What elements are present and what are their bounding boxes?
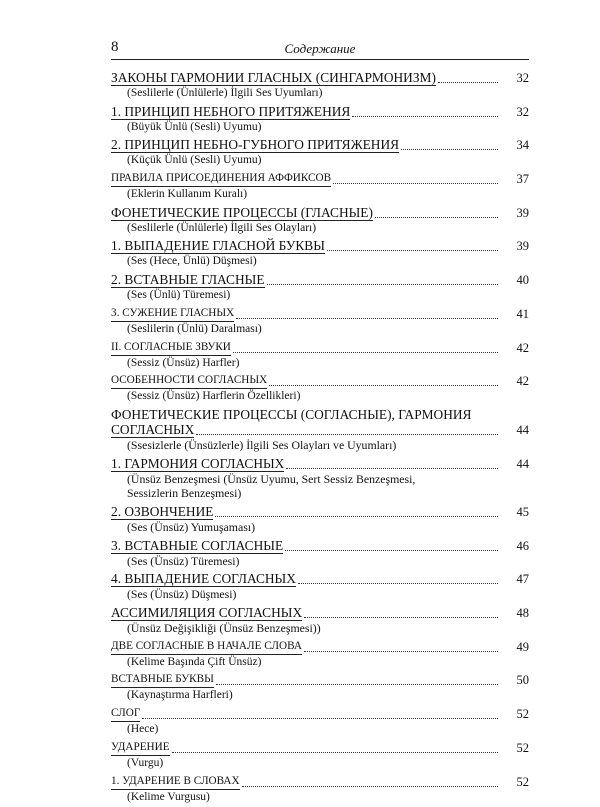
toc-entry [111, 272, 529, 303]
toc-page-number: 42 [516, 374, 529, 389]
toc-entry [111, 306, 529, 337]
dot-leader [352, 116, 498, 117]
toc-entry-title: 4. ВЫПАДЕНИЕ СОГЛАСНЫХ [111, 571, 296, 587]
toc-entry-title: ВСТАВНЫЕ БУКВЫ [111, 672, 214, 688]
toc-page-number: 52 [516, 774, 529, 789]
toc-page-number: 41 [516, 306, 529, 321]
toc-entry [111, 672, 529, 703]
dot-leader [236, 318, 498, 319]
toc-entry [111, 740, 529, 771]
dot-leader [304, 651, 498, 652]
toc-entry-title: 3. СУЖЕНИЕ ГЛАСНЫХ [111, 306, 234, 322]
dot-leader [142, 718, 498, 719]
toc-entry [111, 104, 529, 135]
toc-entry-subtitle: (Vurgu) [127, 756, 164, 769]
dot-leader [327, 250, 498, 251]
toc-entry-subtitle: (Ses (Ünsüz) Türemesi) [127, 553, 240, 568]
toc-entry-subtitle: (Ünsüz Benzeşmesi (Ünsüz Uyumu, Sert Sessiz Benzeşmesi, [127, 471, 416, 486]
toc-entry-title: ПРАВИЛА ПРИСОЕДИНЕНИЯ АФФИКСОВ [111, 171, 331, 187]
toc-entry-title: ФОНЕТИЧЕСКИЕ ПРОЦЕССЫ (ГЛАСНЫЕ) [111, 204, 373, 220]
toc-entry [111, 504, 529, 535]
toc-entry-subtitle: (Ünsüz Değişikliği (Ünsüz Benzeşmesi)) [127, 621, 321, 636]
toc-page-number: 48 [516, 606, 529, 621]
toc-page-number: 37 [516, 172, 529, 187]
toc-entry-title: ДВЕ СОГЛАСНЫЕ В НАЧАЛЕ СЛОВА [111, 639, 302, 655]
toc-entry [111, 639, 529, 670]
toc-entry [111, 538, 529, 569]
dot-leader [285, 550, 498, 551]
toc-entry-title: 2. ВСТАВНЫЕ ГЛАСНЫЕ [111, 272, 265, 288]
toc-entry-subtitle: (Sessiz (Ünsüz) Harflerin Özellikleri) [127, 390, 301, 403]
toc-entry-subtitle: (Ses (Ünsüz) Düşmesi) [127, 587, 237, 602]
dot-leader [242, 786, 498, 787]
toc-entry [111, 137, 529, 168]
toc-page-number: 42 [516, 340, 529, 355]
toc-entry-subtitle: (Ses (Ünlü) Türemesi) [127, 289, 231, 302]
page-number: 8 [111, 39, 119, 55]
toc-entry-subtitle: (Büyük Ünlü (Sesli) Uyumu) [127, 120, 262, 133]
toc-entry-title: 2. ОЗВОНЧЕНИЕ [111, 504, 214, 520]
toc-entry [111, 70, 529, 101]
toc-entry-title: 2. ПРИНЦИП НЕБНО-ГУБНОГО ПРИТЯЖЕНИЯ [111, 137, 400, 153]
dot-leader [267, 284, 498, 285]
toc-entry [111, 456, 529, 502]
toc-entry [111, 171, 529, 202]
toc-entry-title: 1. ПРИНЦИП НЕБНОГО ПРИТЯЖЕНИЯ [111, 103, 351, 119]
dot-leader [298, 583, 498, 584]
toc-page-number: 32 [516, 71, 529, 85]
toc-entry-subtitle: (Ses (Ünsüz) Yumuşaması) [127, 520, 255, 535]
toc-entry-subtitle: (Küçük Ünlü (Sesli) Uyumu) [127, 154, 262, 167]
toc-entry [111, 706, 529, 737]
toc-entry-title: АССИМИЛЯЦИЯ СОГЛАСНЫХ [111, 605, 303, 621]
toc-entry-title: 1. ВЫПАДЕНИЕ ГЛАСНОЙ БУКВЫ [111, 238, 325, 254]
running-title: Содержание [284, 41, 356, 56]
toc-page-number: 40 [516, 273, 529, 288]
toc-page-number: 47 [516, 572, 529, 587]
toc-entry [111, 774, 529, 805]
toc-entry-subtitle: (Ssesizlerle (Ünsüzlerle) İlgili Ses Olayları ve Uyumları) [127, 437, 397, 452]
dot-leader [304, 617, 498, 618]
toc-page-number: 44 [516, 422, 529, 437]
dot-leader [286, 468, 498, 469]
toc-entry-title: 1. ГАРМОНИЯ СОГЛАСНЫХ [111, 455, 285, 471]
toc-entry [111, 205, 529, 236]
toc-entry [111, 605, 529, 636]
toc-entry-subtitle: (Kaynaştırma Harfleri) [127, 689, 233, 702]
toc-entry-title: II. СОГЛАСНЫЕ ЗВУКИ [111, 340, 231, 356]
dot-leader [401, 149, 498, 150]
dot-leader [172, 752, 498, 753]
toc-entry-title: 1. УДАРЕНИЕ В СЛОВАХ [111, 774, 240, 790]
toc-entry-title: СЛОГ [111, 706, 140, 722]
toc-entry [111, 238, 529, 269]
toc-entry-title: ОСОБЕННОСТИ СОГЛАСНЫХ [111, 373, 267, 389]
toc-entry-title: ЗАКОНЫ ГАРМОНИИ ГЛАСНЫХ (СИНГАРМОНИЗМ) [111, 70, 436, 85]
dot-leader [375, 217, 498, 218]
toc-page-number: 50 [516, 673, 529, 688]
toc-page-number: 46 [516, 538, 529, 553]
dot-leader [215, 516, 498, 517]
toc-page-number: 44 [516, 456, 529, 471]
toc-entry [111, 407, 529, 453]
toc-entry [111, 373, 529, 404]
toc-page-number: 52 [516, 740, 529, 755]
toc-entry-title: УДАРЕНИЕ [111, 740, 170, 756]
toc-entry-subtitle: (Seslilerle (Ünlülerle) İlgili Ses Olayları) [127, 221, 317, 234]
dot-leader [216, 684, 498, 685]
dot-leader [269, 385, 498, 386]
toc-page-number: 52 [516, 707, 529, 722]
toc-entry-title-line: ФОНЕТИЧЕСКИЕ ПРОЦЕССЫ (СОГЛАСНЫЕ), ГАРМОНИЯ [111, 406, 472, 422]
toc-entry-subtitle: (Kelime Vurgusu) [127, 790, 210, 803]
toc-entry-subtitle: (Seslilerin (Ünlü) Daralması) [127, 322, 262, 335]
toc-page-number: 34 [516, 138, 529, 153]
toc-entry-subtitle: (Hece) [127, 723, 159, 736]
dot-leader [196, 434, 498, 435]
toc-entry-subtitle: (Ses (Hece, Ünlü) Düşmesi) [127, 255, 257, 268]
toc-entry-title: СОГЛАСНЫХ [111, 421, 195, 437]
toc-entry [111, 571, 529, 602]
toc-page-number: 39 [516, 239, 529, 254]
dot-leader [438, 82, 498, 83]
toc-entry-subtitle: (Seslilerle (Ünlülerle) İlgili Ses Uyumları) [127, 87, 323, 99]
dot-leader [233, 352, 498, 353]
table-of-contents [111, 70, 529, 807]
toc-entry-subtitle: (Kelime Başında Çift Ünsüz) [127, 655, 262, 668]
dot-leader [333, 183, 498, 184]
page-header [111, 37, 529, 60]
toc-entry-subtitle: (Eklerin Kullanım Kuralı) [127, 188, 248, 201]
toc-page-number: 49 [516, 639, 529, 654]
toc-page-number: 39 [516, 205, 529, 220]
toc-page-number: 45 [516, 505, 529, 520]
toc-page-number: 32 [516, 104, 529, 119]
toc-entry-subtitle: Sessizlerin Benzeşmesi) [127, 486, 242, 501]
toc-entry-title: 3. ВСТАВНЫЕ СОГЛАСНЫЕ [111, 537, 284, 553]
toc-entry-subtitle: (Sessiz (Ünsüz) Harfler) [127, 356, 240, 369]
toc-entry [111, 340, 529, 371]
